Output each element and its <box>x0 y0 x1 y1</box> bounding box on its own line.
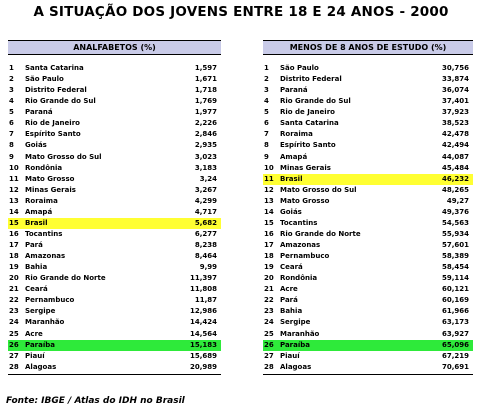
table-row <box>8 185 221 196</box>
state-name-cell: Bahia <box>25 263 48 272</box>
state-name-cell: Maranhão <box>280 329 320 338</box>
value-cell: 37,923 <box>441 108 469 117</box>
source-note: Fonte: IBGE / Atlas do IDH no Brasil <box>6 396 185 406</box>
rank-cell: 1 <box>264 64 269 72</box>
state-name-cell: Santa Catarina <box>280 119 339 128</box>
state-name-cell: Alagoas <box>280 362 312 371</box>
table-row <box>263 163 473 174</box>
illiteracy-table-bottom-rule <box>8 374 221 375</box>
table-row <box>8 329 221 340</box>
value-cell: 3,24 <box>199 174 217 183</box>
schooling-table <box>263 40 473 375</box>
rank-cell: 28 <box>264 362 274 371</box>
table-row <box>263 362 473 373</box>
rank-cell: 13 <box>264 196 274 205</box>
table-row <box>8 284 221 295</box>
rank-cell: 12 <box>264 185 274 194</box>
rank-cell: 22 <box>264 296 274 305</box>
state-name-cell: Pernambuco <box>280 252 330 261</box>
table-row <box>8 229 221 240</box>
table-row <box>263 74 473 85</box>
table-row <box>263 118 473 129</box>
rank-cell: 1 <box>9 64 14 72</box>
rank-cell: 21 <box>9 285 19 294</box>
state-name-cell: Tocantins <box>25 229 63 238</box>
table-row <box>263 140 473 151</box>
value-cell: 67,219 <box>441 351 469 360</box>
value-cell: 2,846 <box>194 130 217 139</box>
table-row <box>263 284 473 295</box>
table-row <box>263 85 473 96</box>
value-cell: 3,183 <box>194 163 217 172</box>
table-row <box>263 306 473 317</box>
rank-cell: 10 <box>264 163 274 172</box>
schooling-table-rows <box>263 63 473 373</box>
rank-cell: 20 <box>9 274 19 283</box>
illiteracy-table-header: ANALFABETOS (%) <box>8 40 221 55</box>
rank-cell: 17 <box>264 241 274 249</box>
rank-cell: 21 <box>264 285 274 294</box>
value-cell: 37,401 <box>441 97 469 106</box>
value-cell: 1,977 <box>194 108 217 117</box>
rank-cell: 26 <box>264 340 274 349</box>
table-row <box>8 96 221 107</box>
table-row <box>8 140 221 151</box>
table-row <box>263 185 473 196</box>
table-row <box>8 273 221 284</box>
state-name-cell: Rio Grande do Norte <box>280 229 361 238</box>
value-cell: 4,299 <box>194 196 217 205</box>
value-cell: 4,717 <box>194 207 217 216</box>
state-name-cell: Amapá <box>25 207 53 216</box>
rank-cell: 8 <box>264 141 269 150</box>
table-row <box>263 351 473 362</box>
state-name-cell: Sergipe <box>25 307 56 316</box>
value-cell: 14,564 <box>189 329 217 338</box>
rank-cell: 13 <box>9 196 19 205</box>
state-name-cell: Brasil <box>25 218 48 227</box>
table-row <box>8 107 221 118</box>
value-cell: 1,671 <box>194 75 217 84</box>
table-row <box>263 63 473 74</box>
rank-cell: 16 <box>264 229 274 238</box>
state-name-cell: Mato Grosso <box>25 174 75 183</box>
value-cell: 8,464 <box>194 252 217 261</box>
table-row <box>8 306 221 317</box>
state-name-cell: São Paulo <box>25 75 64 84</box>
rank-cell: 25 <box>9 329 19 338</box>
value-cell: 3,267 <box>194 185 217 194</box>
state-name-cell: Rio Grande do Sul <box>280 97 351 106</box>
table-row <box>263 340 473 351</box>
value-cell: 45,484 <box>441 163 469 172</box>
rank-cell: 16 <box>9 229 19 238</box>
state-name-cell: Minas Gerais <box>280 163 331 172</box>
table-row <box>263 295 473 306</box>
state-name-cell: Minas Gerais <box>25 185 76 194</box>
table-row <box>8 240 221 251</box>
value-cell: 55,934 <box>441 229 469 238</box>
state-name-cell: Ceará <box>280 263 303 272</box>
value-cell: 6,277 <box>194 229 217 238</box>
value-cell: 1,769 <box>194 97 217 106</box>
value-cell: 49,27 <box>446 196 469 205</box>
rank-cell: 25 <box>264 329 274 338</box>
state-name-cell: Amazonas <box>280 241 321 249</box>
state-name-cell: Rio Grande do Norte <box>25 274 106 283</box>
rank-cell: 22 <box>9 296 19 305</box>
rank-cell: 11 <box>9 174 19 183</box>
state-name-cell: Maranhão <box>25 318 65 327</box>
state-name-cell: Brasil <box>280 174 303 183</box>
rank-cell: 24 <box>264 318 274 327</box>
rank-cell: 5 <box>264 108 269 117</box>
state-name-cell: Ceará <box>25 285 48 294</box>
table-row <box>263 152 473 163</box>
rank-cell: 20 <box>264 274 274 283</box>
value-cell: 42,478 <box>441 130 469 139</box>
value-cell: 14,424 <box>189 318 217 327</box>
table-row <box>263 229 473 240</box>
table-row <box>8 196 221 207</box>
rank-cell: 7 <box>9 130 14 139</box>
value-cell: 33,874 <box>441 75 469 84</box>
state-name-cell: Distrito Federal <box>280 75 342 84</box>
value-cell: 65,096 <box>441 340 469 349</box>
state-name-cell: Paraná <box>25 108 53 117</box>
state-name-cell: Acre <box>25 329 43 338</box>
rank-cell: 15 <box>9 218 19 227</box>
state-name-cell: Alagoas <box>25 362 57 371</box>
table-row <box>8 317 221 328</box>
state-name-cell: Mato Grosso do Sul <box>25 152 102 161</box>
rank-cell: 27 <box>9 351 19 360</box>
state-name-cell: Mato Grosso <box>280 196 330 205</box>
rank-cell: 5 <box>9 108 14 117</box>
table-row <box>8 118 221 129</box>
state-name-cell: Paraná <box>280 86 308 95</box>
table-row <box>263 96 473 107</box>
rank-cell: 26 <box>9 340 19 349</box>
state-name-cell: Piauí <box>25 351 45 360</box>
rank-cell: 6 <box>264 119 269 128</box>
value-cell: 44,087 <box>441 152 469 161</box>
rank-cell: 11 <box>264 174 274 183</box>
state-name-cell: Amapá <box>280 152 308 161</box>
rank-cell: 14 <box>264 207 274 216</box>
value-cell: 9,99 <box>199 263 217 272</box>
rank-cell: 3 <box>264 86 269 95</box>
value-cell: 48,265 <box>441 185 469 194</box>
state-name-cell: Pará <box>25 241 43 249</box>
state-name-cell: Tocantins <box>280 218 318 227</box>
rank-cell: 24 <box>9 318 19 327</box>
state-name-cell: Paraíba <box>280 340 310 349</box>
rank-cell: 3 <box>9 86 14 95</box>
value-cell: 60,121 <box>441 285 469 294</box>
state-name-cell: Roraima <box>25 196 58 205</box>
rank-cell: 12 <box>9 185 19 194</box>
value-cell: 12,986 <box>189 307 217 316</box>
state-name-cell: Mato Grosso do Sul <box>280 185 357 194</box>
table-row <box>8 207 221 218</box>
rank-cell: 6 <box>9 119 14 128</box>
table-row <box>263 196 473 207</box>
rank-cell: 10 <box>9 163 19 172</box>
state-name-cell: Espírito Santo <box>25 130 81 139</box>
table-row <box>8 251 221 262</box>
state-name-cell: Sergipe <box>280 318 311 327</box>
value-cell: 8,238 <box>194 241 217 249</box>
state-name-cell: Goiás <box>280 207 302 216</box>
state-name-cell: São Paulo <box>280 64 319 72</box>
value-cell: 70,691 <box>441 362 469 371</box>
state-name-cell: Pará <box>280 296 298 305</box>
value-cell: 42,494 <box>441 141 469 150</box>
rank-cell: 28 <box>9 362 19 371</box>
rank-cell: 15 <box>264 218 274 227</box>
state-name-cell: Rio de Janeiro <box>25 119 80 128</box>
value-cell: 38,523 <box>441 119 469 128</box>
table-row <box>263 107 473 118</box>
rank-cell: 19 <box>9 263 19 272</box>
table-row <box>8 218 221 229</box>
table-row <box>8 163 221 174</box>
value-cell: 57,601 <box>441 241 469 249</box>
value-cell: 54,563 <box>441 218 469 227</box>
state-name-cell: Pernambuco <box>25 296 75 305</box>
illiteracy-table <box>8 40 221 375</box>
schooling-table-bottom-rule <box>263 374 473 375</box>
value-cell: 46,232 <box>441 174 469 183</box>
rank-cell: 27 <box>264 351 274 360</box>
table-row <box>8 362 221 373</box>
value-cell: 2,226 <box>194 119 217 128</box>
value-cell: 63,927 <box>441 329 469 338</box>
table-row <box>263 251 473 262</box>
value-cell: 5,682 <box>194 218 217 227</box>
state-name-cell: Distrito Federal <box>25 86 87 95</box>
table-row <box>263 329 473 340</box>
state-name-cell: Goiás <box>25 141 47 150</box>
rank-cell: 2 <box>264 75 269 84</box>
value-cell: 58,389 <box>441 252 469 261</box>
value-cell: 61,966 <box>441 307 469 316</box>
rank-cell: 4 <box>9 97 14 106</box>
value-cell: 2,935 <box>194 141 217 150</box>
table-row <box>8 351 221 362</box>
table-row <box>263 317 473 328</box>
rank-cell: 17 <box>9 241 19 249</box>
value-cell: 1,597 <box>194 64 217 72</box>
table-row <box>263 273 473 284</box>
value-cell: 3,023 <box>194 152 217 161</box>
rank-cell: 9 <box>9 152 14 161</box>
rank-cell: 18 <box>264 252 274 261</box>
state-name-cell: Rio de Janeiro <box>280 108 335 117</box>
state-name-cell: Rio Grande do Sul <box>25 97 96 106</box>
page-title: A SITUAÇÃO DOS JOVENS ENTRE 18 E 24 ANOS - 2000 <box>33 4 449 20</box>
table-row <box>8 63 221 74</box>
rank-cell: 8 <box>9 141 14 150</box>
state-name-cell: Paraíba <box>25 340 55 349</box>
value-cell: 15,689 <box>189 351 217 360</box>
value-cell: 59,114 <box>441 274 469 283</box>
table-row <box>8 174 221 185</box>
schooling-table-header: MENOS DE 8 ANOS DE ESTUDO (%) <box>263 40 473 55</box>
table-row <box>263 240 473 251</box>
table-row <box>263 262 473 273</box>
table-row <box>8 74 221 85</box>
rank-cell: 9 <box>264 152 269 161</box>
value-cell: 36,074 <box>441 86 469 95</box>
rank-cell: 7 <box>264 130 269 139</box>
state-name-cell: Rondônia <box>25 163 63 172</box>
value-cell: 15,183 <box>189 340 217 349</box>
value-cell: 63,173 <box>441 318 469 327</box>
value-cell: 11,87 <box>194 296 217 305</box>
rank-cell: 18 <box>9 252 19 261</box>
rank-cell: 4 <box>264 97 269 106</box>
rank-cell: 23 <box>9 307 19 316</box>
value-cell: 58,454 <box>441 263 469 272</box>
value-cell: 30,756 <box>441 64 469 72</box>
value-cell: 11,808 <box>189 285 217 294</box>
table-row <box>8 340 221 351</box>
illiteracy-table-rows <box>8 63 221 373</box>
state-name-cell: Santa Catarina <box>25 64 84 72</box>
rank-cell: 19 <box>264 263 274 272</box>
rank-cell: 23 <box>264 307 274 316</box>
table-row <box>8 295 221 306</box>
table-row <box>263 207 473 218</box>
state-name-cell: Piauí <box>280 351 300 360</box>
rank-cell: 14 <box>9 207 19 216</box>
value-cell: 60,169 <box>441 296 469 305</box>
state-name-cell: Roraima <box>280 130 313 139</box>
table-row <box>263 218 473 229</box>
state-name-cell: Espírito Santo <box>280 141 336 150</box>
state-name-cell: Acre <box>280 285 298 294</box>
table-row <box>8 129 221 140</box>
table-row <box>263 129 473 140</box>
value-cell: 20,989 <box>189 362 217 371</box>
table-row <box>8 262 221 273</box>
state-name-cell: Bahia <box>280 307 303 316</box>
value-cell: 1,718 <box>194 86 217 95</box>
table-row <box>263 174 473 185</box>
table-row <box>8 152 221 163</box>
value-cell: 49,376 <box>441 207 469 216</box>
rank-cell: 2 <box>9 75 14 84</box>
value-cell: 11,397 <box>189 274 217 283</box>
table-row <box>8 85 221 96</box>
state-name-cell: Rondônia <box>280 274 318 283</box>
state-name-cell: Amazonas <box>25 252 66 261</box>
